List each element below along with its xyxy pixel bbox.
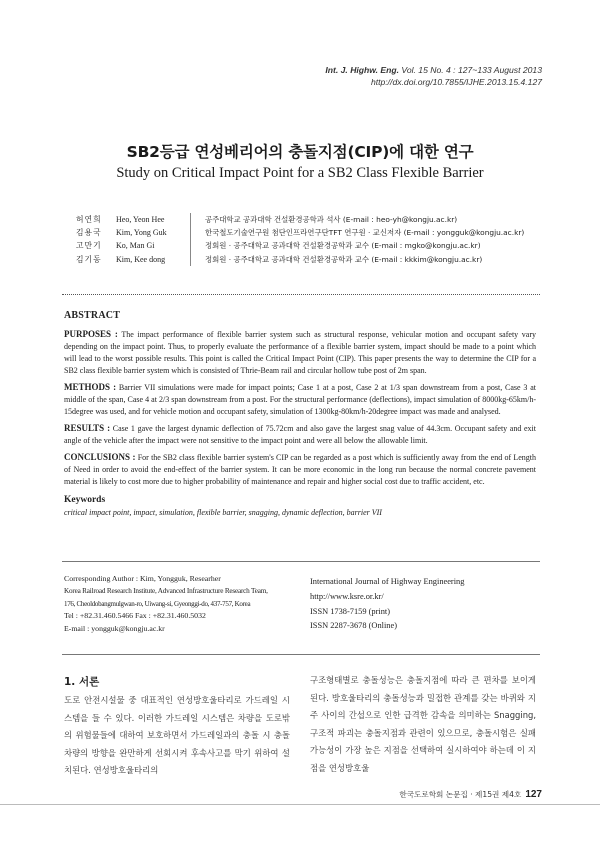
author-affiliation: 정회원 · 공주대학교 공과대학 건설환경공학과 교수 (E-mail : kkkim@kongju.ac.kr) [205,254,483,264]
purposes-text: The impact performance of flexible barrier system such as structural response, vehicular motion and occupant safety vary depending on the impact point. Thus, to properly evaluate the performance of a flexible barrier system, impact should be made to a point which will lead to the worst possible results. This point is called the Critical Impact Point (CIP). This paper presents the way to determine the CIP for a SB2 class flexible barrier system which is consisted of Thrie-Beam rail and circular hollow tube post of 2m span. [64,330,536,375]
author-name-en: Heo, Yeon Hee [116,215,165,224]
author-affiliation: 공주대학교 공과대학 건설환경공학과 석사 (E-mail : heo-yh@kongju.ac.kr) [205,215,458,224]
journal-name: International Journal of Highway Engineering [310,577,465,586]
author-row [76,239,524,252]
journal-url[interactable]: http://www.ksre.or.kr/ [310,591,384,601]
divider-bottom [62,654,540,655]
author-row [76,213,524,226]
results-label: RESULTS : [64,423,111,433]
section-title: 1. 서론 [64,676,100,688]
author-name-ko: 김기동 [76,254,102,264]
author-row [76,253,524,266]
footer-line [0,804,600,805]
abstract-heading: ABSTRACT [64,310,121,321]
author-name-en: Kim, Kee dong [116,254,166,264]
corresponding-author [64,573,304,635]
abstract-section [64,310,536,519]
divider-top [62,294,540,295]
journal-citation [325,64,542,88]
abstract-methods [64,381,536,418]
abstract-results [64,422,536,447]
abstract-conclusions [64,451,536,488]
journal-abbrev: Int. J. Highw. Eng. [325,65,400,75]
body-column-right: 구조형태별로 충돌성능은 충돌지점에 따라 큰 편차를 보이게 된다. 방호울타리의 충돌성능과 밀접한 관계를 갖는 바퀴와 지주 사이의 간섭으로 인한 급격한 감속을 의미하는 Snagging, 구조적 파괴는 충돌지점과 관련이 있으므로, 충돌시험은 실패 가능성이 가장 높은 지점을 선택하여 실시하여야 하는데 이 지점을 연성방호울 [310,675,536,773]
journal-volume: Vol. 15 No. 4 : 127~133 August 2013 [399,65,542,75]
purposes-label: PURPOSES : [64,329,118,339]
author-affiliation: 한국철도기술연구원 첨단인프라연구단TFT 연구원 · 교신저자 (E-mail : yongguk@kongju.ac.kr) [205,228,525,238]
author-name-ko: 고만기 [76,241,102,251]
author-name-ko: 김용국 [76,228,102,238]
author-divider [190,213,191,226]
corr-line: Corresponding Author : Kim, Yongguk, Researher [64,574,221,583]
author-divider [190,253,191,266]
methods-label: METHODS : [64,382,117,392]
author-divider [190,226,191,239]
keywords-list: critical impact point, impact, simulation, flexible barrier, snagging, dynamic deflection, barrier VII [64,508,382,517]
results-text: Case 1 gave the largest dynamic deflection of 75.72cm and also gave the largest snag value of 44.3cm. Occupant safety and exit angle of the vehicle after the impact were not sensitive to the impact point and were all below the allowable limit. [64,424,536,445]
conclusions-text: For the SB2 class flexible barrier system's CIP can be regarded as a post which is sufficiently away from the end of Length of Need in order to avoid the end-effect of the barrier system. It can be more economic in the long run because the normal concrete pavement material is likely to cost more due to higher probability of maintenance and repair and higher social cost due to traffic accident, etc. [64,453,537,486]
author-name-ko: 허연희 [76,215,102,224]
title-korean: SB2등급 연성베리어의 충돌지점(CIP)에 대한 연구 [126,143,474,161]
corr-line: Korea Railroad Research Institute, Advanced Infrastructure Research Team, [64,587,268,596]
methods-text: Barrier VII simulations were made for impact points; Case 1 at a post, Case 2 at 1/3 span downstream from a post, Case 3 at middle of the span, Case 4 at 2/3 span downstream from a post. For the structural performance (deflections), impact simulation of 8000kg-65km/h-15degree was used, and for vehicle motion and occupant safety, simulation of 1300kg-80km/h-20degree impact was made and analysed. [64,383,536,416]
journal-info [310,575,540,634]
author-name-en: Kim, Yong Guk [116,228,167,238]
corr-email[interactable]: E-mail : yongguk@kongju.ac.kr [64,623,165,633]
author-list [76,213,524,266]
doi-link[interactable]: http://dx.doi.org/10.7855/IJHE.2013.15.4.127 [370,77,542,87]
footer-journal: 한국도로학회 논문집 · 제15권 제4호 [399,790,522,799]
page-footer [399,789,542,800]
author-affiliation: 정회원 · 공주대학교 공과대학 건설환경공학과 교수 (E-mail : mgko@kongju.ac.kr) [205,241,481,251]
author-divider [190,239,191,252]
author-row [76,226,524,239]
page-number: 127 [525,789,542,800]
issn-online: ISSN 2287-3678 (Online) [310,621,398,631]
author-name-en: Ko, Man Gi [116,241,155,251]
corr-line: Tel : +82.31.460.5466 Fax : +82.31.460.5032 [64,611,206,621]
issn-print: ISSN 1738-7159 (print) [310,606,391,616]
body-column-left: 도로 안전시설물 중 대표적인 연성방호울타리로 가드레일 시스템을 들 수 있다. 이러한 가드레일 시스템은 차량을 도로밖의 위험물들에 대하여 보호하면서 가드레일과의 충돌 시 충돌차량의 방향을 완만하게 선회시켜 후속사고를 막기 위하여 설치된다. 연성방호울타리의 [64,695,290,776]
title-english: Study on Critical Impact Point for a SB2 Class Flexible Barrier [116,165,484,181]
abstract-purposes [64,328,536,377]
keywords-heading: Keywords [64,495,106,505]
divider-middle [62,561,540,562]
corr-line: 176, Cheoldobangmulgwan-ro, Uiwang-si, Gyeonggi-do, 437-757, Korea [64,599,251,608]
conclusions-label: CONCLUSIONS : [64,452,136,462]
